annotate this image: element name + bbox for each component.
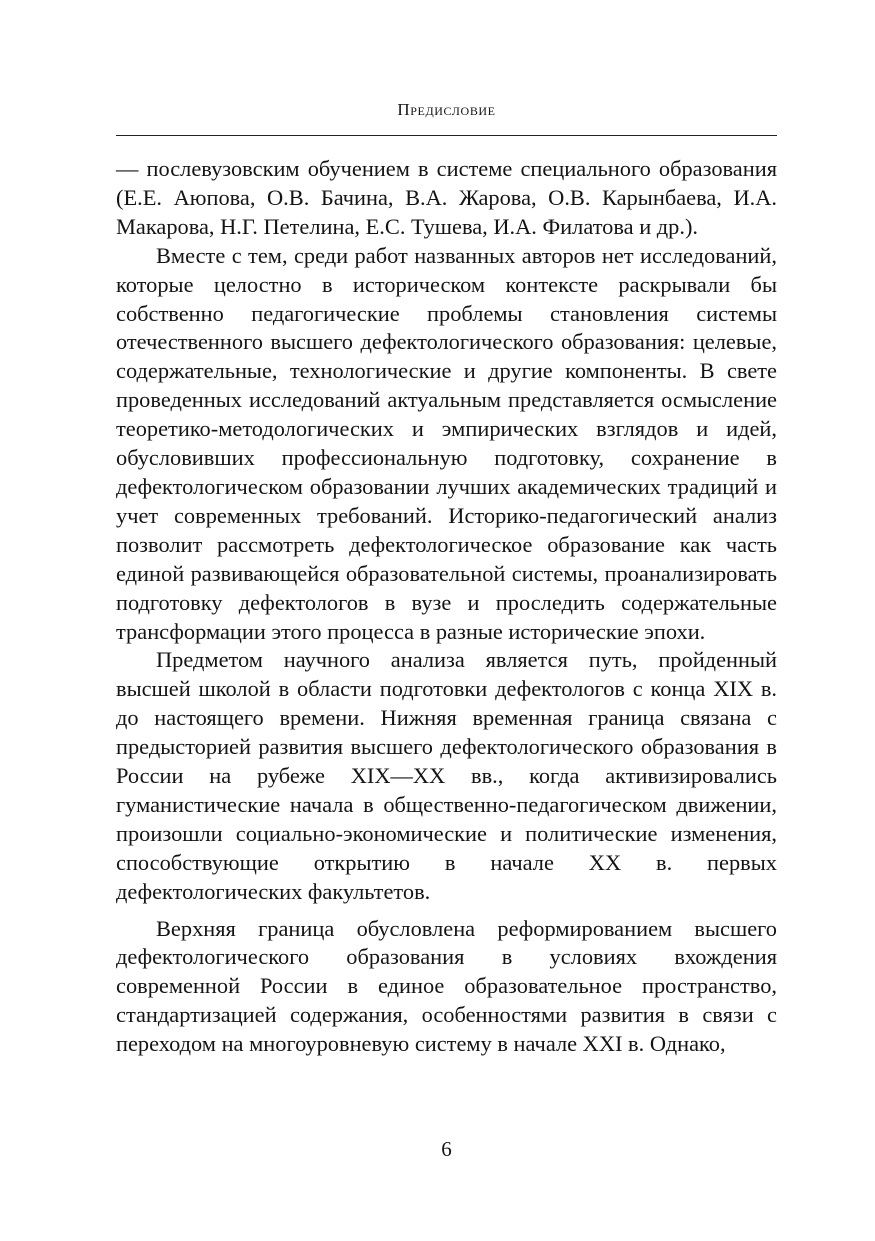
page-number: 6 xyxy=(441,1137,452,1161)
paragraph-continuation: — послевузовским обучением в системе специального образования (Е.Е. Аюпова, О.В. Бачина, В.А. Жарова, О.В. Карынбаева, И.А. Макарова, Н.Г. Петелина, Е.С. Тушева, И.А. Филатова и др.). xyxy=(116,156,777,239)
paragraph: Предметом научного анализа является путь, пройденный высшей школой в области подготовки дефектологов с конца XIX в. до настоящего времени. Нижняя временная граница связана с предысторией развития высшего дефектологического образования в России на рубеже XIX—XX вв., когда активизировались гуманистические начала в общественно-педагогическом движении, произошли социально-экономические и политические изменения, способствующие открытию в начале XX в. первых дефектологических факультетов. xyxy=(116,647,777,904)
book-page xyxy=(116,0,777,1241)
body-text xyxy=(116,155,777,1059)
paragraph: Вместе с тем, среди работ названных авторов нет исследований, которые целостно в историческом контексте раскрывали бы собственно педагогические проблемы становления системы отечественного высшего дефектологического образования: целевые, содержательные, технологические и другие компоненты. В свете проведенных исследований актуальным представляется осмысление теоретико-методологических и эмпирических взглядов и идей, обусловивших профессиональную подготовку, сохранение в дефектологическом образовании лучших академических традиций и учет современных требований. Историко-педагогический анализ позволит рассмотреть дефектологическое образование как часть единой развивающейся образовательной системы, проанализировать подготовку дефектологов в вузе и проследить содержательные трансформации этого процесса в разные исторические эпохи. xyxy=(116,242,777,644)
paragraph: Верхняя граница обусловлена реформированием высшего дефектологического образования в условиях вхождения современной России в единое образовательное пространство, стандартизацией содержания, особенностями развития в связи с переходом на многоуровневую систему в начале XXI в. Однако, xyxy=(116,915,777,1057)
running-head: Предисловие xyxy=(397,100,496,119)
header-rule xyxy=(116,135,777,136)
